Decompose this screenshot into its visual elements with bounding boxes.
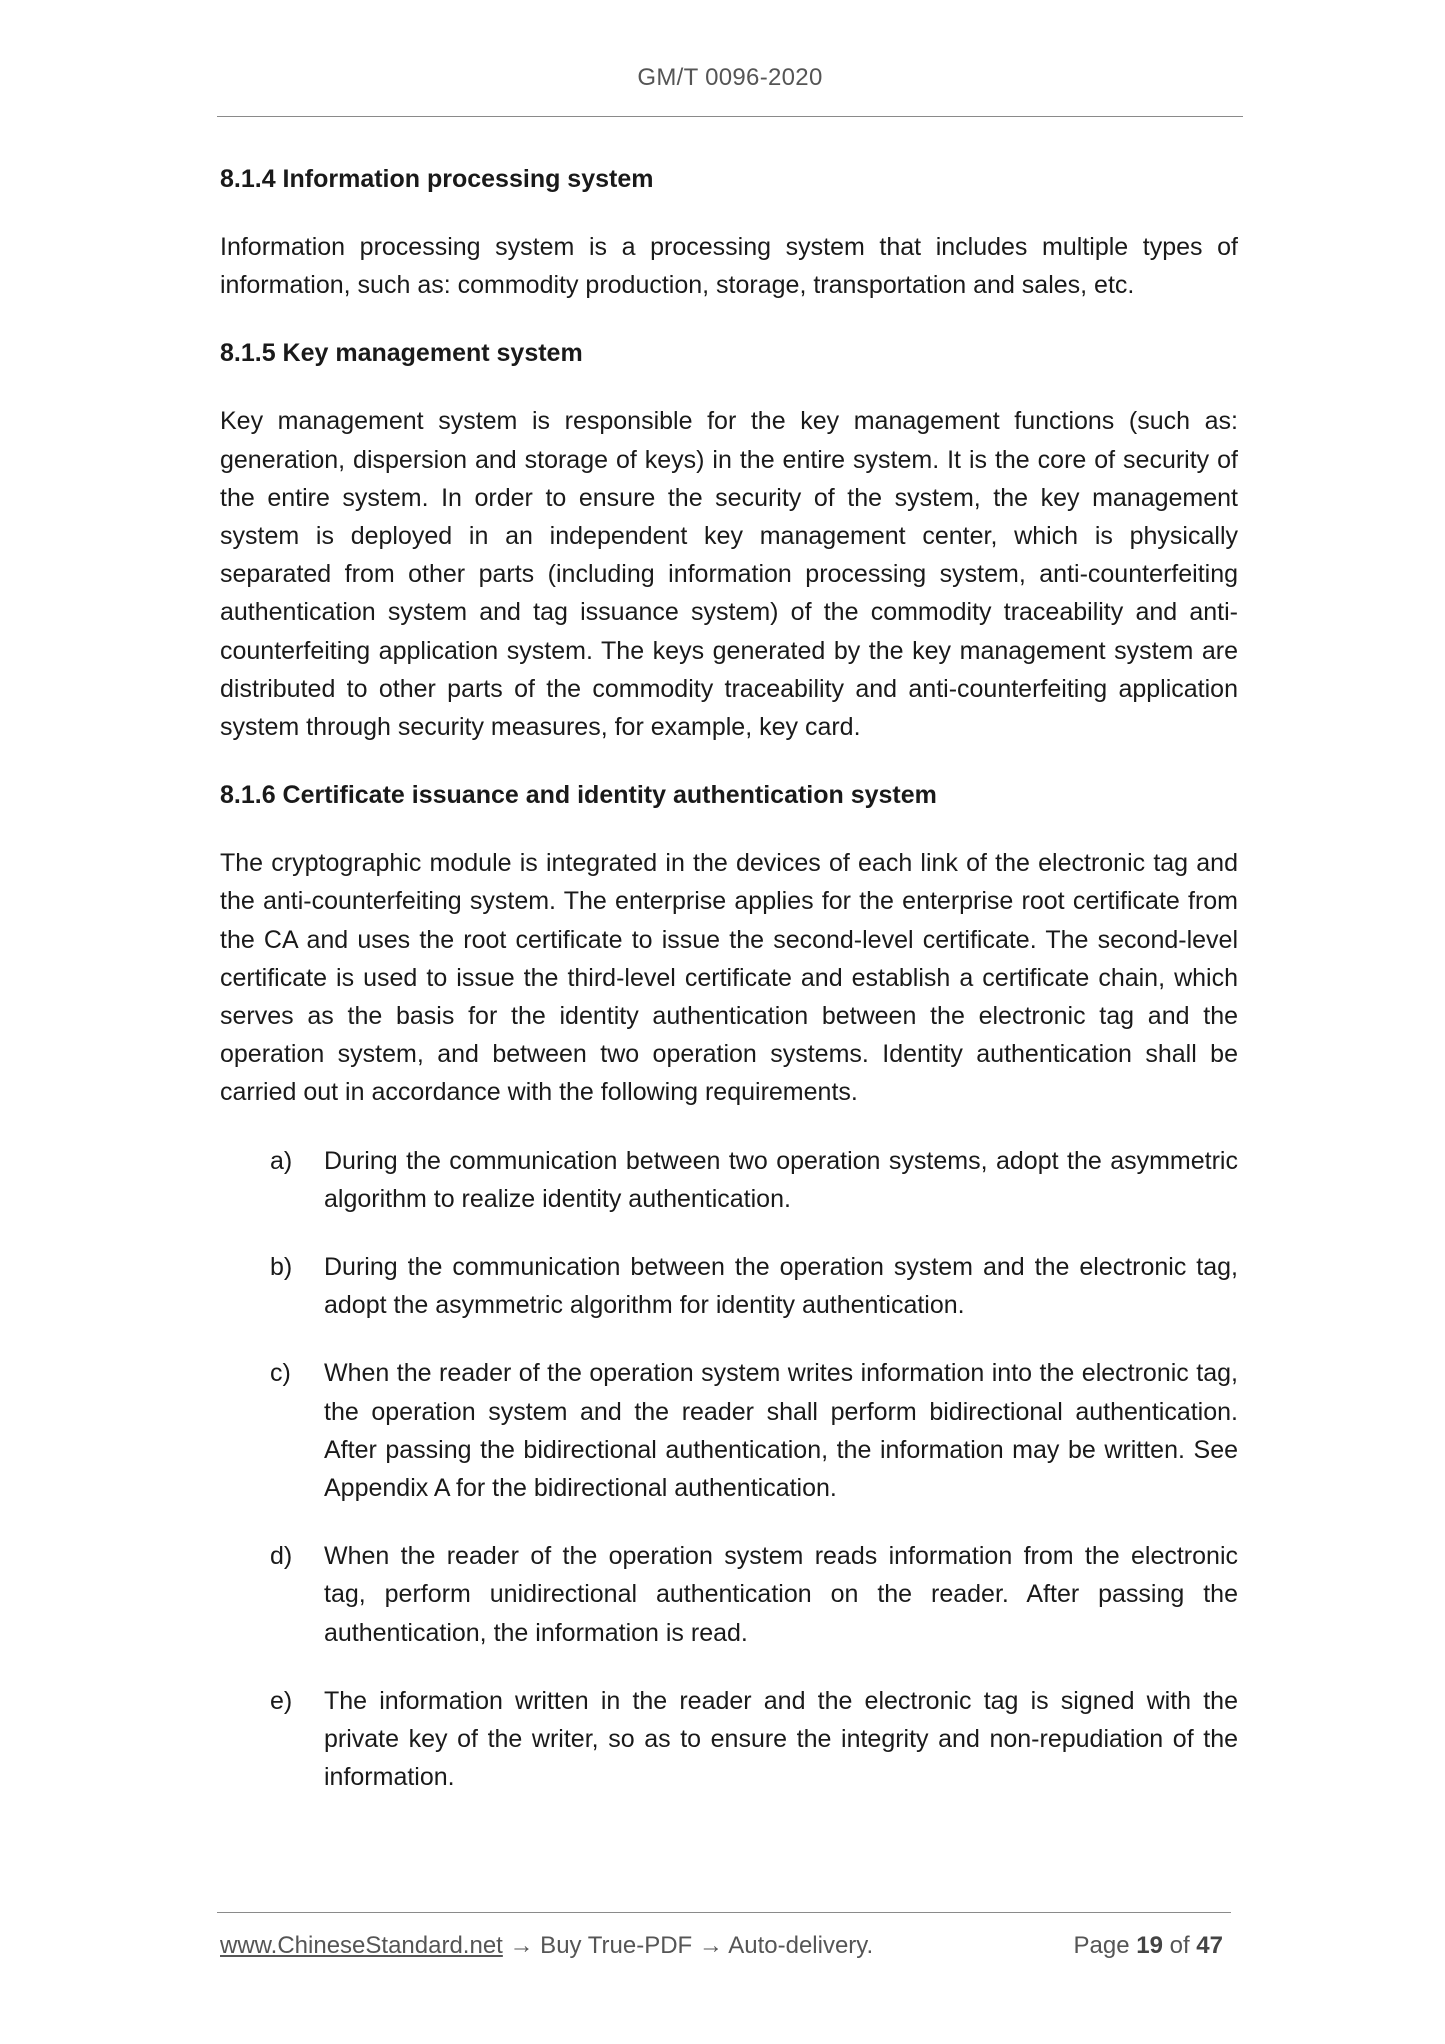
section-heading-8-1-6: 8.1.6 Certificate issuance and identity authentication system: [220, 781, 937, 810]
requirements-list: [220, 1142, 1238, 1797]
page-content: [220, 160, 1238, 1827]
list-marker: c): [270, 1359, 291, 1388]
list-item-b: [220, 1248, 1238, 1324]
document-id: GM/T 0096-2020: [637, 64, 823, 91]
list-item-text: During the communication between two operation systems, adopt the asymmetric algorithm to realize identity authentication.: [324, 1146, 1238, 1213]
list-item-e: [220, 1682, 1238, 1797]
running-footer: [220, 1932, 1229, 1966]
list-marker: b): [270, 1253, 293, 1282]
footer-tagline: → Buy True-PDF → Auto-delivery.: [502, 1932, 874, 1959]
list-item-text: When the reader of the operation system reads information from the electronic tag, perform unidirectional authentication on the reader. After passing the authentication, the information is read.: [324, 1542, 1238, 1647]
list-marker: d): [270, 1542, 293, 1571]
website-link[interactable]: www.ChineseStandard.net: [220, 1932, 503, 1959]
footer-divider: [217, 1912, 1231, 1913]
header-divider: [217, 116, 1243, 117]
footer-promo: [220, 1932, 873, 1960]
paragraph-8-1-4: Information processing system is a processing system that includes multiple types of information, such as: commodity production, storage, transportation and sales, etc.: [220, 233, 1238, 300]
list-item-text: When the reader of the operation system writes information into the electronic tag, the operation system and the reader shall perform bidirectional authentication. After passing the bidirectional authentication, the information may be written. See Appendix A for the bidirectional authentication.: [324, 1359, 1238, 1503]
paragraph-8-1-5: Key management system is responsible for the key management functions (such as: generation, dispersion and storage of keys) in the entire system. It is the core of security of the entire system. In order to ensure the security of the system, the key management system is deployed in an independent key management center, which is physically separated from other parts (including information processing system, anti-counterfeiting authentication system and tag issuance system) of the commodity traceability and anti-counterfeiting application system. The keys generated by the key management system are distributed to other parts of the commodity traceability and anti-counterfeiting application system through security measures, for example, key card.: [220, 407, 1238, 742]
section-heading-8-1-4: 8.1.4 Information processing system: [220, 165, 654, 193]
of-label: of: [1169, 1932, 1190, 1959]
list-marker: a): [270, 1146, 293, 1175]
list-marker: e): [270, 1686, 293, 1715]
list-item-text: The information written in the reader and the electronic tag is signed with the private key of the writer, so as to ensure the integrity and non-repudiation of the information.: [324, 1686, 1238, 1792]
page-number: 19: [1136, 1932, 1163, 1959]
list-item-a: [220, 1142, 1238, 1218]
page-label: Page: [1073, 1932, 1130, 1959]
paragraph-8-1-6: The cryptographic module is integrated in the devices of each link of the electronic tag and the anti-counterfeiting system. The enterprise applies for the enterprise root certificate from the CA and uses the root certificate to issue the second-level certificate. The second-level certificate is used to issue the third-level certificate and establish a certificate chain, which serves as the basis for the identity authentication between the electronic tag and the operation system, and between two operation systems. Identity authentication shall be carried out in accordance with the following requirements.: [220, 849, 1238, 1107]
running-header: [217, 64, 1243, 92]
section-heading-8-1-5: 8.1.5 Key management system: [220, 339, 583, 368]
list-item-text: During the communication between the operation system and the electronic tag, adopt the asymmetric algorithm for identity authentication.: [324, 1253, 1238, 1320]
list-item-c: [220, 1354, 1238, 1507]
list-item-d: [220, 1537, 1238, 1652]
page-indicator: [1074, 1932, 1224, 1960]
total-pages: 47: [1196, 1932, 1223, 1959]
